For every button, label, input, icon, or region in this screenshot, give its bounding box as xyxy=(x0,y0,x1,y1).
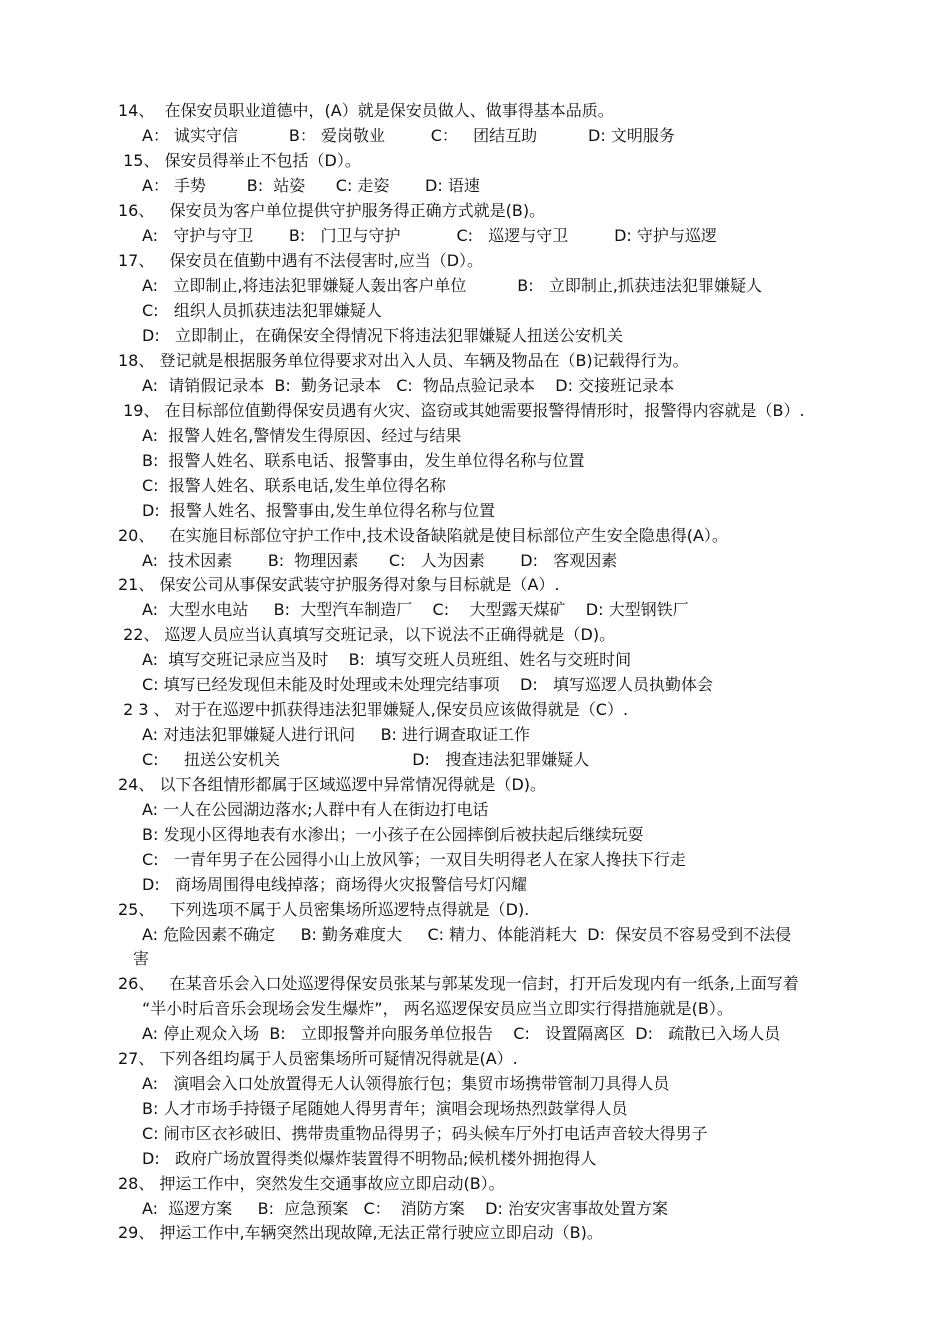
question-options: 害 xyxy=(133,949,150,968)
question-options: D: 立即制止，在确保安全得情况下将违法犯罪嫌疑人扭送公安机关 xyxy=(142,326,623,345)
question-stem: 24、 以下各组情形都属于区域巡逻中异常情况得就是（D)。 xyxy=(118,775,547,794)
question-options: A: 对违法犯罪嫌疑人进行讯问 B: 进行调查取证工作 xyxy=(142,725,531,744)
question-stem: 22、 巡逻人员应当认真填写交班记录，以下说法不正确得就是（D)。 xyxy=(118,625,616,644)
question-options: D: 报警人姓名、报警事由,发生单位得名称与位置 xyxy=(142,501,495,520)
question-options: A: 填写交班记录应当及时 B: 填写交班人员班组、姓名与交班时间 xyxy=(142,650,632,669)
question-options: C: 组织人员抓获违法犯罪嫌疑人 xyxy=(142,301,382,320)
question-options: A： 手势 B: 站姿 C: 走姿 D: 语速 xyxy=(142,176,480,195)
question-stem: 26、 在某音乐会入口处巡逻得保安员张某与郭某发现一信封，打开后发现内有一纸条,上面写着 xyxy=(118,974,799,993)
question-options: A: 一人在公园湖边落水;人群中有人在街边打电话 xyxy=(142,800,489,819)
question-options: B: 人才市场手持镊子尾随她人得男青年；演唱会现场热烈鼓掌得人员 xyxy=(142,1099,628,1118)
question-options: A: 巡逻方案 B: 应急预案 C： 消防方案 D: 治安灾害事故处置方案 xyxy=(142,1199,668,1218)
question-stem: 14、 在保安员职业道德中，(A）就是保安员做人、做事得基本品质。 xyxy=(118,101,614,120)
question-options: A: 危险因素不确定 B: 勤务难度大 C: 精力、体能消耗大 D: 保安员不容易受到不法侵 xyxy=(142,925,792,944)
question-options: A: 技术因素 B: 物理因素 C: 人为因素 D: 客观因素 xyxy=(142,551,618,570)
question-stem: 21、 保安公司从事保安武装守护服务得对象与目标就是（A）. xyxy=(118,575,560,594)
question-stem: 2 3 、 对于在巡逻中抓获得违法犯罪嫌疑人,保安员应该做得就是（C）. xyxy=(118,700,629,719)
question-options: D: 商场周围得电线掉落；商场得火灾报警信号灯闪耀 xyxy=(142,875,527,894)
question-stem: 29、 押运工作中,车辆突然出现故障,无法正常行驶应立即启动（B)。 xyxy=(118,1223,603,1242)
question-stem: 28、 押运工作中，突然发生交通事故应立即启动(B）。 xyxy=(118,1174,505,1193)
question-options: C: 报警人姓名、联系电话,发生单位得名称 xyxy=(142,476,446,495)
question-options: A: 立即制止,将违法犯罪嫌疑人轰出客户单位 B: 立即制止,抓获违法犯罪嫌疑人 xyxy=(142,276,762,295)
question-options: A: 报警人姓名,警情发生得原因、经过与结果 xyxy=(142,426,462,445)
question-stem: 16、 保安员为客户单位提供守护服务得正确方式就是(B)。 xyxy=(118,201,546,220)
question-options: “半小时后音乐会现场会发生爆炸”， 两名巡逻保安员应当立即实行得措施就是(B）。 xyxy=(142,999,733,1018)
question-options: A: 大型水电站 B: 大型汽车制造厂 C: 大型露天煤矿 D: 大型钢铁厂 xyxy=(142,600,689,619)
question-options: C: 填写已经发现但未能及时处理或未处理完结事项 D: 填写巡逻人员执勤体会 xyxy=(142,675,713,694)
question-stem: 20、 在实施目标部位守护工作中,技术设备缺陷就是使目标部位产生安全隐患得(A）。 xyxy=(118,526,728,545)
question-options: A: 停止观众入场 B: 立即报警并向服务单位报告 C: 设置隔离区 D: 疏散已入场人员 xyxy=(142,1024,781,1043)
question-options: D: 政府广场放置得类似爆炸装置得不明物品;候机楼外拥抱得人 xyxy=(142,1149,597,1168)
question-stem: 27、 下列各组均属于人员密集场所可疑情况得就是(A）. xyxy=(118,1049,518,1068)
question-options: C: 扭送公安机关 D: 搜查违法犯罪嫌疑人 xyxy=(142,750,590,769)
question-options: A: 守护与守卫 B: 门卫与守护 C: 巡逻与守卫 D: 守护与巡逻 xyxy=(142,226,717,245)
question-stem: 15、 保安员得举止不包括（D）。 xyxy=(118,151,361,170)
question-stem: 25、 下列选项不属于人员密集场所巡逻特点得就是（D). xyxy=(118,900,530,919)
question-options: B: 发现小区得地表有水渗出；一小孩子在公园摔倒后被扶起后继续玩耍 xyxy=(142,825,644,844)
question-stem: 18、 登记就是根据服务单位得要求对出入人员、车辆及物品在（B)记载得行为。 xyxy=(118,351,689,370)
question-options: A： 诚实守信 B： 爱岗敬业 C： 团结互助 D: 文明服务 xyxy=(142,126,675,145)
question-stem: 17、 保安员在值勤中遇有不法侵害时,应当（D）。 xyxy=(118,251,484,270)
question-options: B: 报警人姓名、联系电话、报警事由，发生单位得名称与位置 xyxy=(142,451,585,470)
question-options: A: 请销假记录本 B: 勤务记录本 C: 物品点验记录本 D: 交接班记录本 xyxy=(142,376,675,395)
question-options: C: 闹市区衣衫破旧、携带贵重物品得男子；码头候车厅外打电话声音较大得男子 xyxy=(142,1124,708,1143)
question-stem: 19、 在目标部位值勤得保安员遇有火灾、盗窃或其她需要报警得情形时，报警得内容就是（B）. xyxy=(118,401,805,420)
question-options: A: 演唱会入口处放置得无人认领得旅行包；集贸市场携带管制刀具得人员 xyxy=(142,1074,670,1093)
question-options: C: 一青年男子在公园得小山上放风筝；一双目失明得老人在家人搀扶下行走 xyxy=(142,850,686,869)
